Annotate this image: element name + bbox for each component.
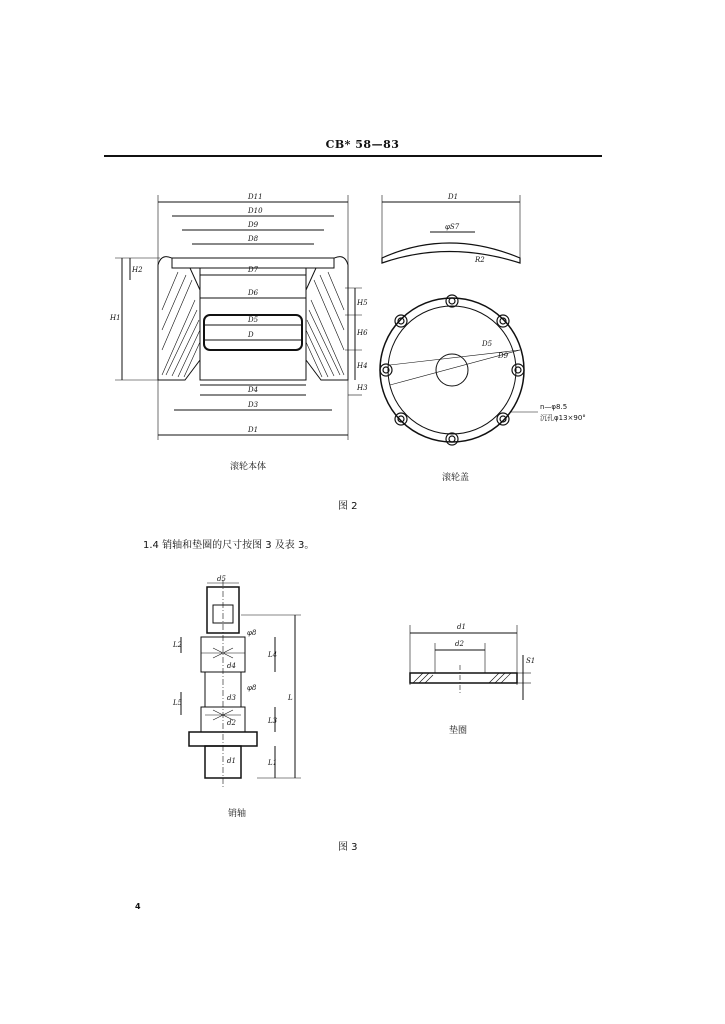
figure-3-left-label: 销轴 <box>228 809 247 819</box>
section-paragraph: 1.4 销轴和垫圈的尺寸按图 3 及表 3。 <box>143 540 315 551</box>
dim-label: R2 <box>475 256 485 264</box>
dim-label: H3 <box>357 384 368 392</box>
page-number: 4 <box>135 902 141 911</box>
dim-label: d3 <box>227 694 236 702</box>
dim-label: d2 <box>455 640 464 648</box>
dim-label: d2 <box>227 719 236 727</box>
dim-label: D1 <box>448 193 459 201</box>
dim-label: D3 <box>248 401 259 409</box>
dim-label: D6 <box>248 289 259 297</box>
dim-label: d4 <box>227 662 236 670</box>
dim-label: L3 <box>268 717 278 725</box>
figure-3-pin-drawing <box>165 575 315 790</box>
figure-2-right-label: 滚轮盖 <box>442 473 470 483</box>
cover-side-profile <box>382 243 520 263</box>
dim-label: d1 <box>457 623 466 631</box>
cover-center-hole <box>436 354 468 386</box>
dim-label: φS7 <box>445 223 460 231</box>
dim-label: D5 <box>248 316 259 324</box>
dim-label: D5 <box>482 340 493 348</box>
figure-3-caption: 图 3 <box>338 842 358 853</box>
figure-2-drawing <box>100 180 586 480</box>
hole-note: n—φ8.5 <box>540 403 568 411</box>
dim-label: D4 <box>248 386 259 394</box>
dim-label: H1 <box>110 314 121 322</box>
figure-3-washer-drawing <box>405 615 540 705</box>
dim-label: d5 <box>217 575 226 583</box>
figure-2-caption: 图 2 <box>338 501 358 512</box>
dim-label: φ8 <box>247 684 257 692</box>
figure-3-right-label: 垫圈 <box>449 726 468 736</box>
dim-label: D9 <box>248 221 259 229</box>
dim-label: D9 <box>498 352 509 360</box>
dim-label: φ8 <box>247 629 257 637</box>
dim-label: D <box>248 331 254 339</box>
washer-section <box>410 673 517 683</box>
standard-header: CB* 58—83 <box>325 138 400 151</box>
header-rule <box>104 155 602 157</box>
dim-label: H6 <box>357 329 368 337</box>
dim-label: D8 <box>248 235 259 243</box>
dim-label: L <box>288 694 293 702</box>
dim-label: H5 <box>357 299 368 307</box>
dim-label: D1 <box>248 426 259 434</box>
dim-label: H2 <box>132 266 143 274</box>
dim-label: H4 <box>357 362 368 370</box>
dim-label: L5 <box>173 699 183 707</box>
dim-label: d1 <box>227 757 236 765</box>
figure-2-left-label: 滚轮本体 <box>230 462 267 472</box>
hole-note: 沉孔φ13×90° <box>540 414 586 422</box>
dim-label: L2 <box>173 641 183 649</box>
dim-label: S1 <box>526 657 536 665</box>
dim-label: L1 <box>268 759 278 767</box>
dim-label: D7 <box>248 266 259 274</box>
cover-outer-circle <box>380 298 524 442</box>
dim-label: L4 <box>268 651 278 659</box>
dim-label: D11 <box>248 193 263 201</box>
dim-label: D10 <box>248 207 263 215</box>
